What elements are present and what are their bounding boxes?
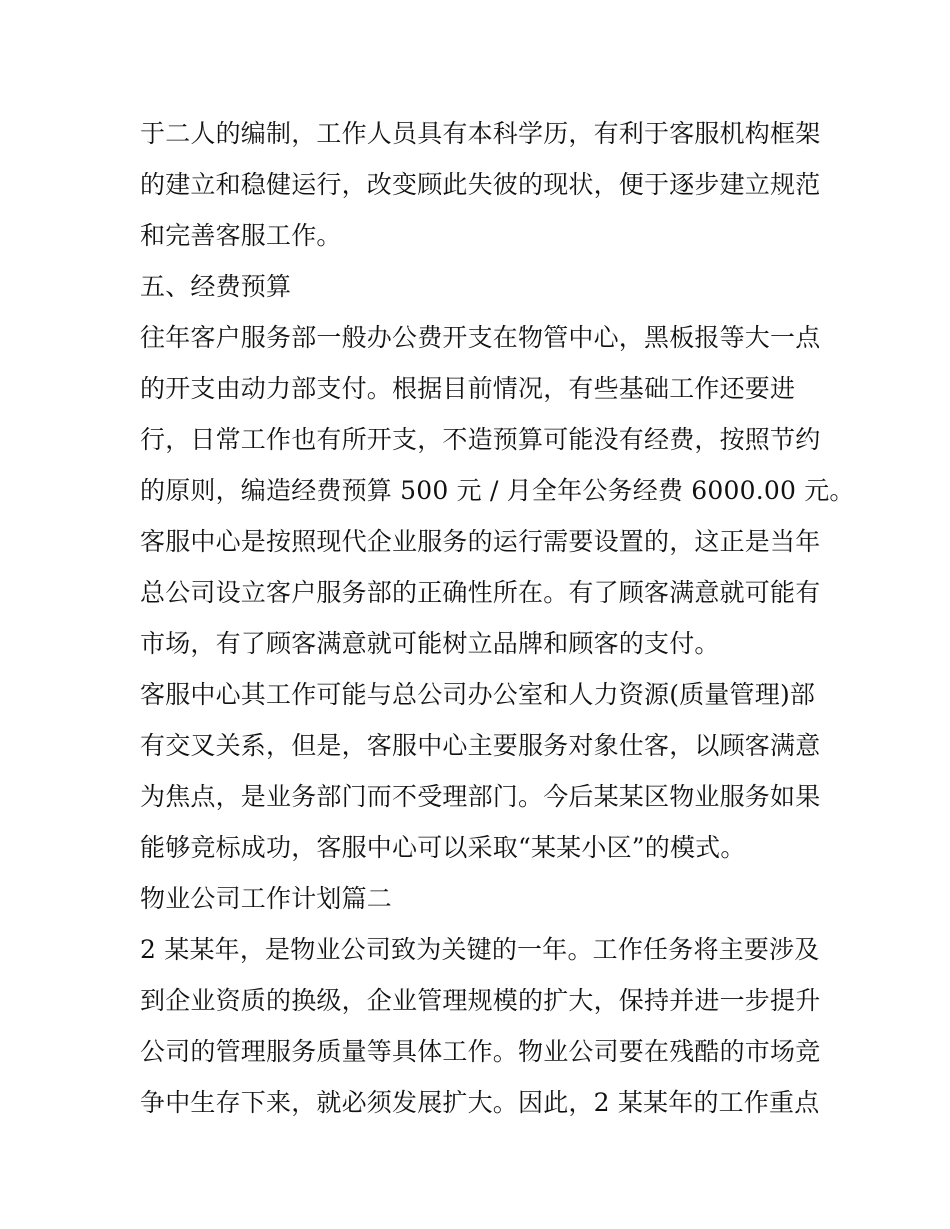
text-line: 市场，有了顾客满意就可能树立品牌和顾客的支付。 [140,629,720,658]
text-line: 客服中心是按照现代企业服务的运行需要设置的，这正是当年 [140,527,821,556]
text-line: 的原则，编造经费预算 500 元 / 月全年公务经费 6000.00 元。 [140,476,855,505]
text-line: 争中生存下来，就必须发展扩大。因此，2 某某年的工作重点 [140,1088,820,1117]
text-line: 2 某某年，是物业公司致为关键的一年。工作任务将主要涉及 [140,935,820,964]
text-line: 和完善客服工作。 [140,221,342,250]
text-line: 有交叉关系，但是，客服中心主要服务对象仕客，以顾客满意 [140,731,821,760]
section-heading: 五、经费预算 [140,272,292,301]
text-line: 总公司设立客户服务部的正确性所在。有了顾客满意就可能有 [140,578,821,607]
text-line: 到企业资质的换级，企业管理规模的扩大，保持并进一步提升 [140,986,821,1015]
text-line: 客服中心其工作可能与总公司办公室和人力资源(质量管理)部 [140,680,816,709]
text-line: 行，日常工作也有所开支，不造预算可能没有经费，按照节约 [140,425,821,454]
text-line: 能够竞标成功，客服中心可以采取“某某小区”的模式。 [140,833,746,862]
text-line: 的建立和稳健运行，改变顾此失彼的现状，便于逐步建立规范 [140,170,821,199]
text-line: 往年客户服务部一般办公费开支在物管中心，黑板报等大一点 [140,323,821,352]
document-body [140,108,855,1128]
text-line: 为焦点，是业务部门而不受理部门。今后某某区物业服务如果 [140,782,821,811]
text-line: 的开支由动力部支付。根据目前情况，有些基础工作还要进 [140,374,796,403]
text-line: 公司的管理服务质量等具体工作。物业公司要在残酷的市场竞 [140,1037,821,1066]
text-line: 于二人的编制，工作人员具有本科学历，有利于客服机构框架 [140,119,821,148]
section-heading: 物业公司工作计划篇二 [140,884,393,913]
